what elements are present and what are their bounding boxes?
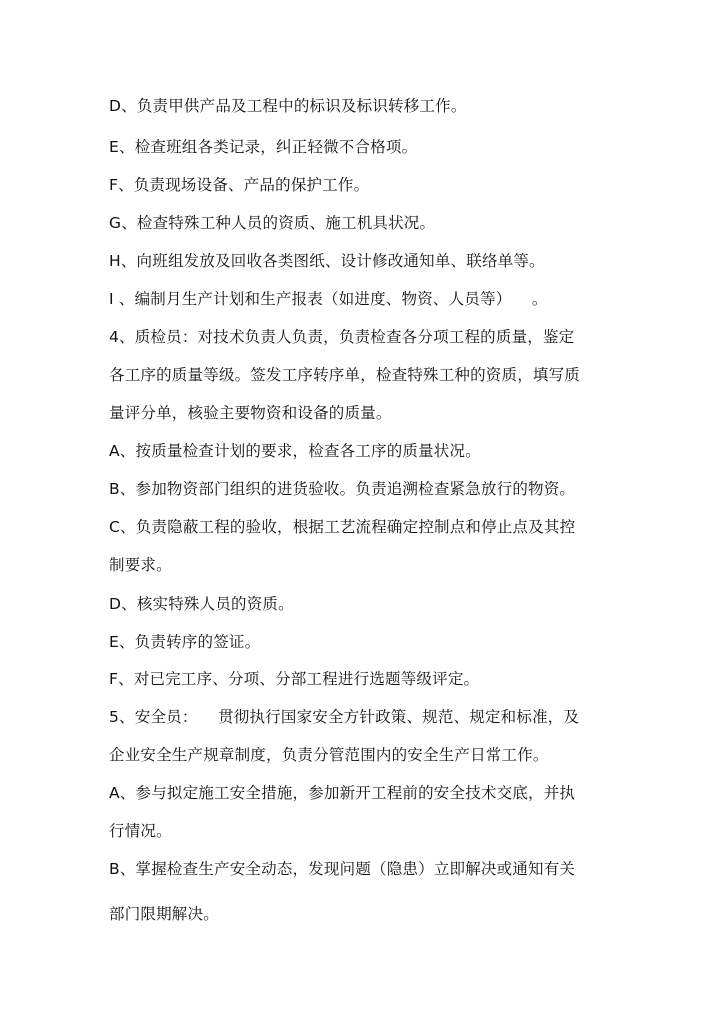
text-line: D、核实特殊人员的资质。 — [109, 595, 294, 613]
text-line: F、对已完工序、分项、分部工程进行选题等级评定。 — [109, 670, 480, 688]
text-line: 各工序的质量等级。签发工序转序单，检查特殊工种的资质，填写质 — [109, 366, 581, 384]
text-line: F、负责现场设备、产品的保护工作。 — [109, 176, 370, 194]
text-line: 行情况。 — [109, 822, 172, 840]
text-line: E、检查班组各类记录，纠正轻微不合格项。 — [109, 138, 418, 156]
text-line: 制要求。 — [109, 556, 172, 574]
text-line: I 、编制月生产计划和生产报表（如进度、物资、人员等） 。 — [109, 290, 548, 308]
text-line: E、负责转序的签证。 — [109, 633, 261, 651]
text-line: D、负责甲供产品及工程中的标识及标识转移工作。 — [109, 97, 467, 115]
text-line: 4、质检员：对技术负责人负责，负责检查各分项工程的质量，鉴定 — [109, 328, 575, 346]
text-line: 部门限期解决。 — [109, 905, 219, 923]
text-line: A、按质量检查计划的要求，检查各工序的质量状况。 — [109, 442, 481, 460]
text-line: A、参与拟定施工安全措施，参加新开工程前的安全技术交底，并执 — [109, 784, 576, 802]
text-line: 5、安全员： 贯彻执行国家安全方针政策、规范、规定和标准，及 — [109, 708, 580, 726]
text-line: 量评分单，核验主要物资和设备的质量。 — [109, 404, 392, 422]
text-line: 企业安全生产规章制度，负责分管范围内的安全生产日常工作。 — [109, 746, 549, 764]
text-line: C、负责隐蔽工程的验收，根据工艺流程确定控制点和停止点及其控 — [109, 518, 576, 536]
text-line: B、掌握检查生产安全动态，发现问题（隐患）立即解决或通知有关 — [109, 860, 576, 878]
text-line: H、向班组发放及回收各类图纸、设计修改通知单、联络单等。 — [109, 252, 545, 270]
text-line: G、检查特殊工种人员的资质、施工机具状况。 — [109, 214, 436, 232]
text-line: B、参加物资部门组织的进货验收。负责追溯检查紧急放行的物资。 — [109, 480, 576, 498]
